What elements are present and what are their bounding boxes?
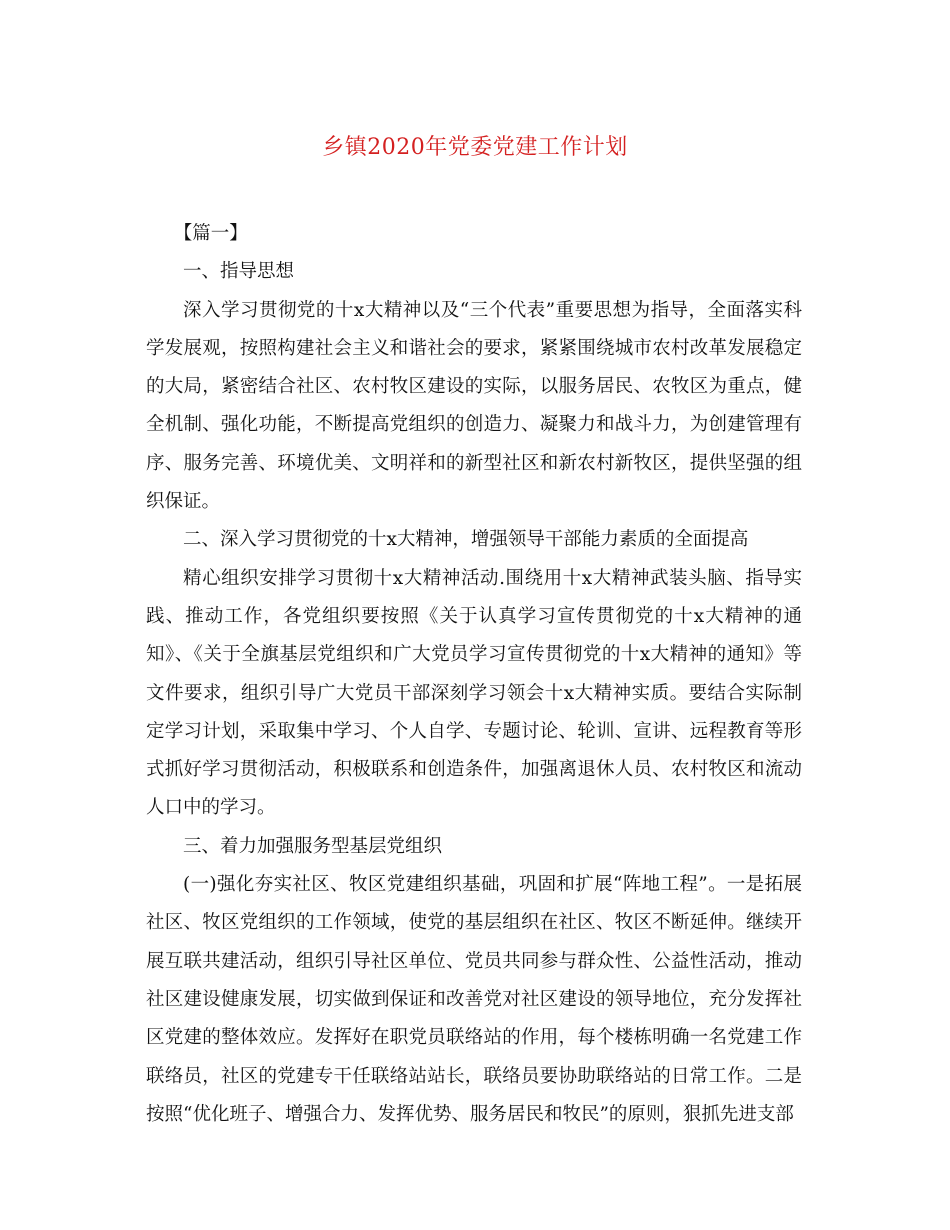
paragraph-guiding-ideology: 深入学习贯彻党的十x大精神以及“三个代表”重要思想为指导，全面落实科学发展观，按照构建社会主义和谐社会的要求，紧紧围绕城市农村改革发展稳定的大局，紧密结合社区、农村牧区建设的实际，以服务居民、农牧区为重点，健全机制、强化功能，不断提高党组织的创造力、凝聚力和战斗力，为创建管理有序、服务完善、环境优美、文明祥和的新型社区和新农村新牧区，提供坚强的组织保证。 bbox=[146, 299, 802, 513]
document-title: 乡镇2020年党委党建工作计划 bbox=[322, 135, 628, 160]
paragraph-service-organization: (一)强化夯实社区、牧区党建组织基础，巩固和扩展“阵地工程”。一是拓展社区、牧区党组织的工作领域，使党的基层组织在社区、牧区不断延伸。继续开展互联共建活动，组织引导社区单位、党员共同参与群众性、公益性活动，推动社区建设健康发展，切实做到保证和改善党对社区建设的领导地位，充分发挥社区党建的整体效应。发挥好在职党员联络站的作用，每个楼栋明确一名党建工作联络员，社区的党建专干任联络站站长，联络员要协助联络站的日常工作。二是按照“优化班子、增强合力、发挥优势、服务居民和牧民”的原则，狠抓先进支部 bbox=[146, 874, 802, 1125]
heading-guiding-ideology: 一、指导思想 bbox=[183, 261, 295, 283]
paragraph-study-implementation: 精心组织安排学习贯彻十x大精神活动.围绕用十x大精神武装头脑、指导实践、推动工作，各党组织要按照《关于认真学习宣传贯彻党的十x大精神的通知》、《关于全旗基层党组织和广大党员学习宣传贯彻党的十x大精神的通知》等文件要求，组织引导广大党员干部深刻学习领会十x大精神实质。要结合实际制定学习计划，采取集中学习、个人自学、专题讨论、轮训、宣讲、远程教育等形式抓好学习贯彻活动，积极联系和创造条件，加强离退休人员、农村牧区和流动人口中的学习。 bbox=[146, 567, 802, 819]
document-body bbox=[146, 215, 802, 1134]
heading-service-organization: 三、着力加强服务型基层党组织 bbox=[183, 835, 443, 857]
heading-study-implementation: 二、深入学习贯彻党的十x大精神，增强领导干部能力素质的全面提高 bbox=[183, 529, 749, 551]
section-label: 【篇一】 bbox=[173, 223, 248, 244]
